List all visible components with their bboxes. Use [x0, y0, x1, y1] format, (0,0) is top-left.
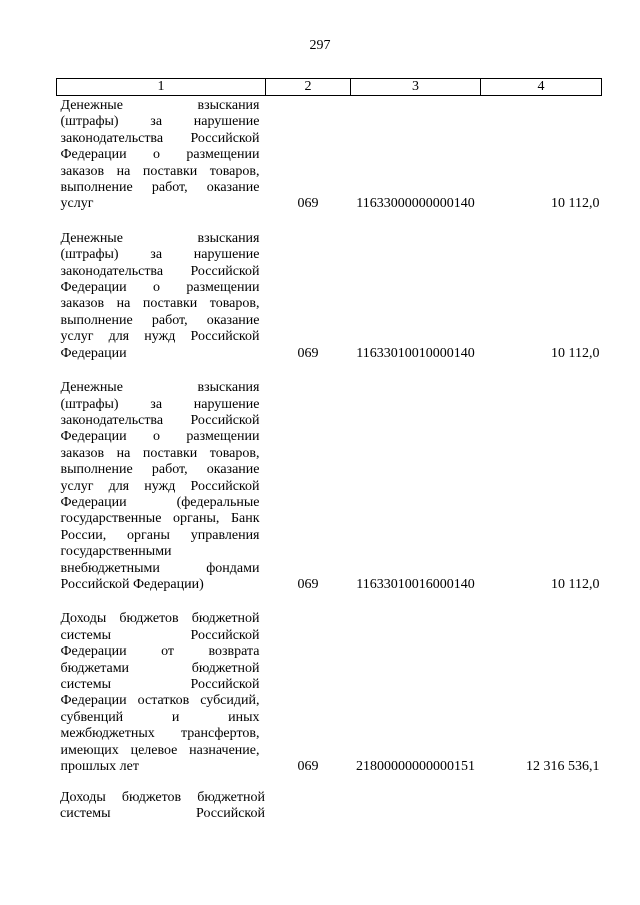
- row-description: [57, 225, 266, 374]
- column-header-4: 4: [481, 79, 602, 96]
- table-row: [57, 96, 602, 225]
- description-line: Федерации о размещении: [60, 429, 260, 445]
- column-header-1: 1: [57, 79, 266, 96]
- row-description: [57, 96, 266, 225]
- row-description: [57, 374, 266, 605]
- column-header-2: 2: [266, 79, 351, 96]
- row-amount: 10 112,0: [551, 345, 600, 361]
- row-classification-code: 11633000000000140: [356, 196, 475, 212]
- description-line: системы Российской: [60, 806, 265, 822]
- description-line: (штрафы) за нарушение: [60, 396, 260, 412]
- description-line: системы Российской: [60, 627, 260, 643]
- description-line: бюджетами бюджетной: [60, 660, 260, 676]
- description-line: (штрафы) за нарушение: [60, 247, 260, 263]
- row-amount: 10 112,0: [551, 196, 600, 212]
- column-header-3: 3: [351, 79, 481, 96]
- table-body: [57, 96, 602, 788]
- description-line: выполнение работ, оказание: [60, 312, 260, 328]
- description-line: субвенций и иных: [60, 709, 260, 725]
- row-admin-code: 069: [297, 345, 319, 361]
- description-line: прошлых лет: [60, 759, 139, 775]
- table-row: [57, 374, 602, 605]
- description-line: Федерации (федеральные: [60, 494, 260, 510]
- row-amount: 10 112,0: [551, 576, 600, 592]
- description-line: законодательства Российской: [60, 263, 260, 279]
- budget-table: [56, 78, 602, 787]
- row-admin-code: 069: [297, 196, 319, 212]
- description-line: Федерации: [60, 345, 127, 361]
- page-number: 297: [309, 38, 331, 53]
- description-line: услуг: [60, 196, 94, 212]
- description-line: выполнение работ, оказание: [60, 462, 260, 478]
- description-line: законодательства Российской: [60, 130, 260, 146]
- description-line: Денежные взыскания: [60, 98, 260, 113]
- description-line: Денежные взыскания: [60, 230, 260, 246]
- description-line: Федерации о размещении: [60, 280, 260, 296]
- description-line: (штрафы) за нарушение: [60, 114, 260, 130]
- description-line: законодательства Российской: [60, 412, 260, 428]
- description-line: услуг для нужд Российской: [60, 478, 260, 494]
- table-row: [57, 605, 602, 787]
- description-line: Федерации остатков субсидий,: [60, 693, 260, 709]
- row-amount: 12 316 536,1: [526, 759, 600, 775]
- description-line: межбюджетных трансфертов,: [60, 726, 260, 742]
- row-classification-code: 11633010016000140: [356, 576, 475, 592]
- description-line: государственными: [60, 544, 172, 560]
- description-line: выполнение работ, оказание: [60, 180, 260, 196]
- description-line: имеющих целевое назначение,: [60, 742, 260, 758]
- row-admin-code: 069: [297, 759, 319, 775]
- description-line: услуг для нужд Российской: [60, 329, 260, 345]
- description-line: Денежные взыскания: [60, 380, 260, 396]
- description-line: Федерации о размещении: [60, 147, 260, 163]
- description-line: Федерации от возврата: [60, 644, 260, 660]
- description-line: системы Российской: [60, 677, 260, 692]
- description-line: заказов на поставки товаров,: [60, 296, 260, 312]
- description-line: Российской Федерации): [60, 576, 204, 592]
- table-header: [57, 79, 602, 96]
- row-description: [57, 605, 266, 787]
- row-classification-code: 11633010010000140: [356, 345, 475, 361]
- description-line: государственные органы, Банк: [60, 511, 260, 527]
- description-line: Доходы бюджетов бюджетной: [60, 611, 260, 627]
- row-admin-code: 069: [297, 576, 319, 592]
- description-line: Доходы бюджетов бюджетной: [60, 790, 265, 805]
- description-line: заказов на поставки товаров,: [60, 445, 260, 461]
- row-classification-code: 21800000000000151: [356, 759, 475, 775]
- description-line: внебюджетными фондами: [60, 560, 260, 576]
- table-row: [57, 225, 602, 374]
- continued-row-description: [60, 790, 265, 823]
- description-line: заказов на поставки товаров,: [60, 163, 260, 179]
- description-line: России, органы управления: [60, 527, 260, 543]
